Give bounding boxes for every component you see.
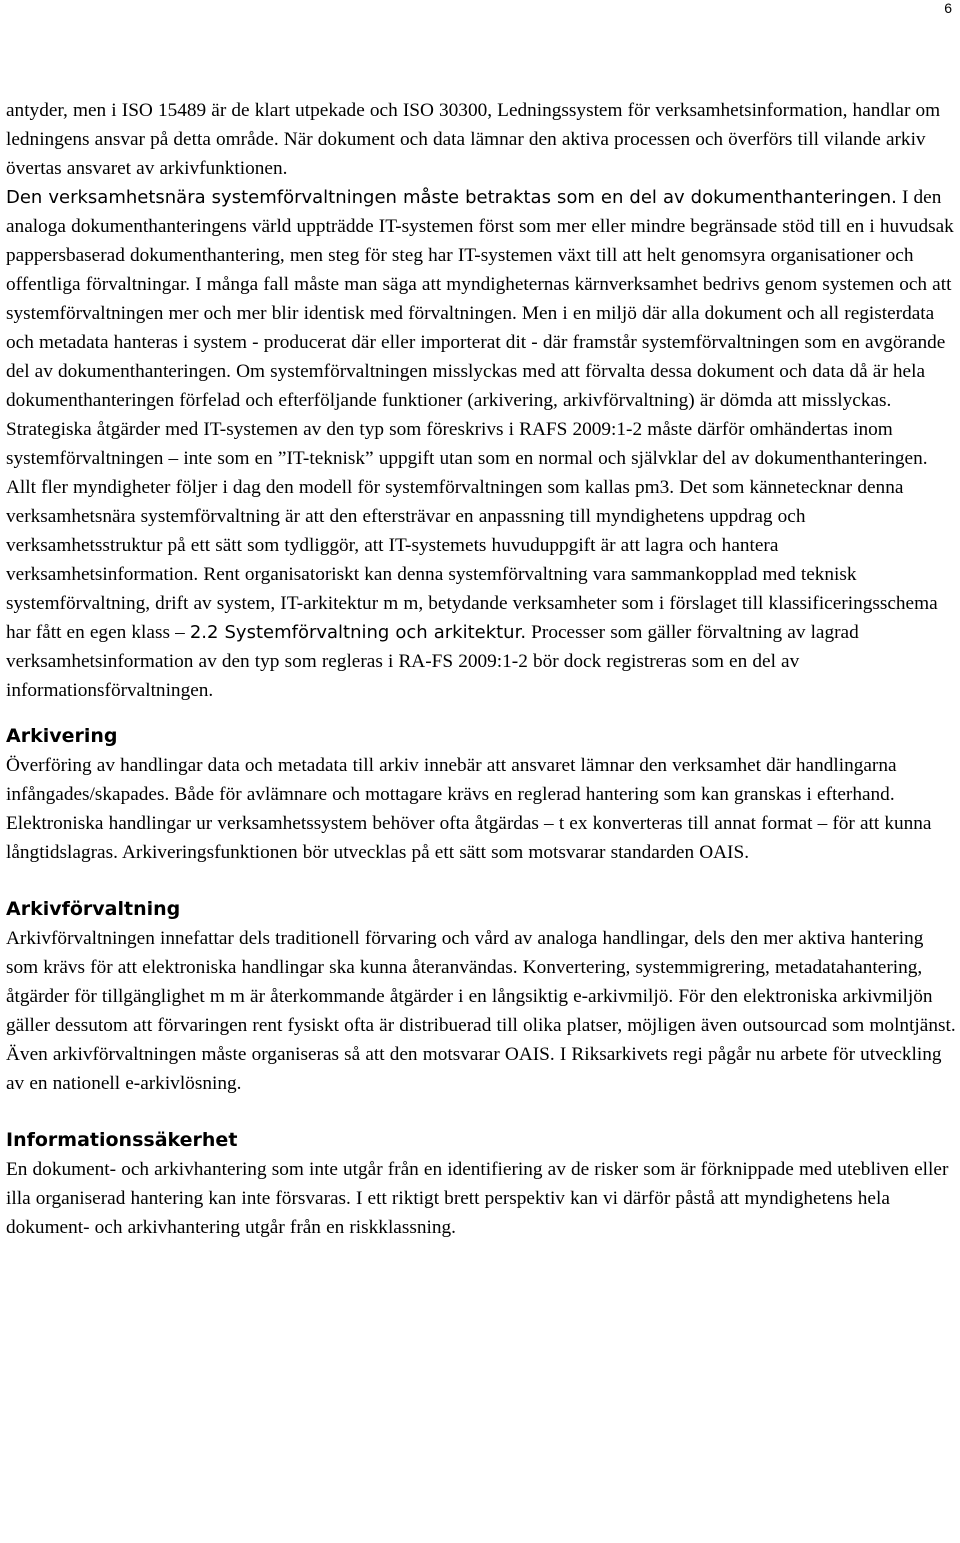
heading-arkivforvaltning: Arkivförvaltning — [6, 898, 181, 920]
arkivforvaltning-paragraph: Arkivförvaltningen innefattar dels traditionell förvaring och vård av analoga handlingar, dels den mer aktiva hantering som krävs för att elektroniska handlingar ska kunna återanvändas. Konvertering, systemmigrering, metadatahantering, åtgärder för tillgänglighet m m är återkommande åtgärder i en långsiktig e-arkivmiljö. För den elektroniska arkivmiljön gäller dessutom att förvaringen rent fysiskt ofta är distribuerad till olika platser, möjligen även outsourcad som molntjänst. Även arkivförvaltningen måste organiseras så att den motsvarar OAIS. I Riksarkivets regi pågår nu arbete för utveckling av en nationell e-arkivlösning. — [6, 928, 956, 1094]
intro-paragraph-4-end: Processer som gäller förvaltning av lagrad verksamhetsinformation av den typ som regleras i RA-FS 2009:1-2 bör dock registreras som en del av informationsförvaltningen. — [6, 622, 859, 701]
intro-paragraph-3: Strategiska åtgärder med IT-systemen av den typ som föreskrivs i RAFS 2009:1-2 måste därför omhändertas inom systemförvaltningen – inte som en ”IT-teknisk” uppgift utan som en normal och självklar del av dokumenthanteringen. — [6, 419, 928, 469]
class-reference: 2.2 Systemförvaltning och arkitektur. — [189, 622, 527, 643]
systemforvaltning-sentence: Den verksamhetsnära systemförvaltningen måste betraktas som en del av dokumenthanteringen. — [6, 187, 897, 208]
page-number: 6 — [944, 0, 952, 16]
intro-paragraph-1: antyder, men i ISO 15489 är de klart utpekade och ISO 30300, Ledningssystem för verksamhetsinformation, handlar om ledningens ansvar på detta område. När dokument och data lämnar den aktiva processen och överförs till vilande arkiv övertas ansvaret av arkivfunktionen. — [6, 100, 941, 179]
intro-paragraph-4 — [6, 473, 958, 705]
intro-paragraph-2-text: I den analoga dokumenthanteringens värld uppträdde IT-systemen först som mer eller mindre begränsade stöd till en i huvudsak pappersbaserad dokumenthantering, men steg för steg har IT-systemen växt till att helt genomsyra organisationer och offentliga förvaltningar. I många fall måste man säga att myndigheternas kärnverksamhet bedrivs genom systemen och att systemförvaltningen mer och mer blir identisk med förvaltningen. Men i en miljö där alla dokument och all registerdata och metadata hanteras i system - producerat där eller importerat dit - där framstår systemförvaltningen som en avgörande del av dokumenthanteringen. Om systemförvaltningen misslyckas med att förvalta dessa dokument och data då är hela dokumenthanteringen förfelad och efterföljande funktioner (arkivering, arkivförvaltning) är dömda att misslyckas. — [6, 187, 954, 411]
intro-paragraph-2 — [6, 183, 958, 415]
informationssakerhet-paragraph: En dokument- och arkivhantering som inte utgår från en identifiering av de risker som är förknippade med utebliven eller illa organiserad hantering kan inte försvaras. I ett riktigt brett perspektiv kan vi därför påstå att myndighetens hela dokument- och arkivhantering utgår från en riskklassning. — [6, 1159, 949, 1238]
heading-informationssakerhet: Informationssäkerhet — [6, 1129, 238, 1151]
heading-arkivering: Arkivering — [6, 725, 118, 747]
arkivering-paragraph: Överföring av handlingar data och metadata till arkiv innebär att ansvaret lämnar den verksamhet där handlingarna infångades/skapades. Både för avlämnare och mottagare krävs en reglerad hantering som kan granskas i efterhand. Elektroniska handlingar ur verksamhetssystem behöver ofta åtgärdas – t ex konverteras till annat format – för att kunna långtidslagras. Arkiveringsfunktionen bör utvecklas på ett sätt som motsvarar standarden OAIS. — [6, 755, 932, 863]
document-body — [6, 96, 958, 1242]
intro-paragraph-4-start: Allt fler myndigheter följer i dag den modell för systemförvaltningen som kallas pm3. Det som kännetecknar denna verksamhetsnära systemförvaltning är att den eftersträvar en anpassning till myndighetens uppdrag och verksamhetsstruktur på ett sätt som tydliggör, att IT-systemets huvuduppgift är att lagra och hantera verksamhetsinformation. Rent organisatoriskt kan denna systemförvaltning vara sammankopplad med teknisk systemförvaltning, drift av system, IT-arkitektur m m, betydande verksamheter som i förslaget till klassificeringsschema har fått en egen klass – — [6, 477, 938, 643]
